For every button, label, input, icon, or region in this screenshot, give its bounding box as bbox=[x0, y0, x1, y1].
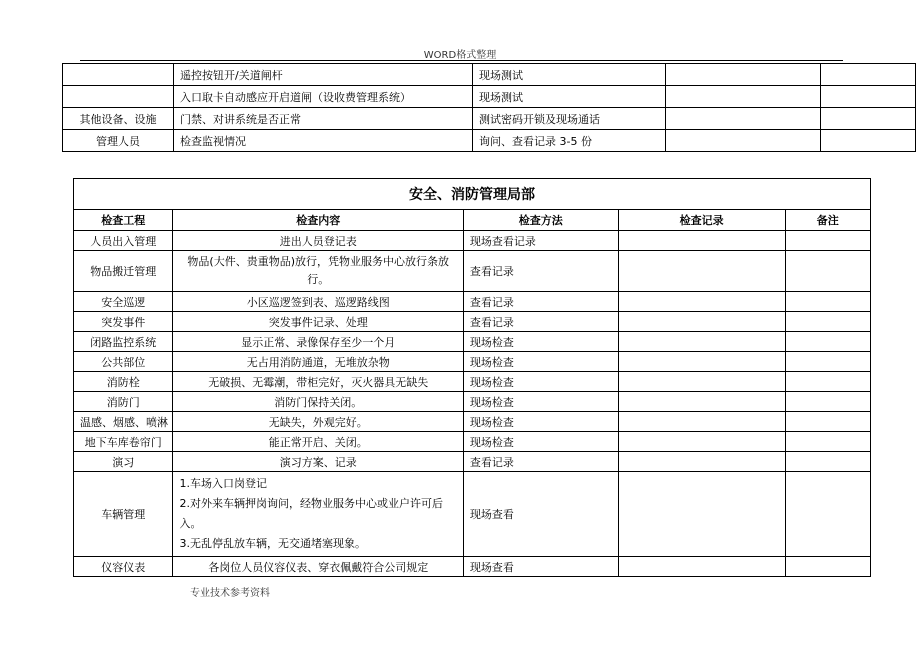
table-row bbox=[74, 392, 871, 412]
table-row bbox=[74, 472, 871, 557]
table-title: 安全、消防管理局部 bbox=[74, 179, 871, 210]
category-cell bbox=[63, 86, 174, 108]
col-header-record: 检查记录 bbox=[618, 210, 785, 231]
project-cell: 消防栓 bbox=[74, 372, 173, 392]
content-cell: 显示正常、录像保存至少一个月 bbox=[173, 332, 463, 352]
project-cell: 车辆管理 bbox=[74, 472, 173, 557]
content-cell: 各岗位人员仪容仪表、穿衣佩戴符合公司规定 bbox=[173, 557, 463, 577]
project-cell: 演习 bbox=[74, 452, 173, 472]
note-cell bbox=[821, 86, 916, 108]
table-row bbox=[63, 86, 916, 108]
method-cell: 现场检查 bbox=[463, 372, 618, 392]
method-cell: 现场检查 bbox=[463, 352, 618, 372]
note-cell bbox=[785, 231, 870, 251]
note-cell bbox=[785, 372, 870, 392]
note-cell bbox=[785, 557, 870, 577]
header-row bbox=[74, 210, 871, 231]
col-header-project: 检查工程 bbox=[74, 210, 173, 231]
note-cell bbox=[785, 292, 870, 312]
content-cell: 进出人员登记表 bbox=[173, 231, 463, 251]
table-row bbox=[74, 432, 871, 452]
content-cell: 无占用消防通道，无堆放杂物 bbox=[173, 352, 463, 372]
project-cell: 闭路监控系统 bbox=[74, 332, 173, 352]
page-footer-text: 专业技术参考资料 bbox=[190, 588, 270, 599]
category-cell: 其他设备、设施 bbox=[63, 108, 174, 130]
record-cell bbox=[618, 372, 785, 392]
table-row bbox=[63, 130, 916, 152]
table-row bbox=[74, 251, 871, 292]
note-cell bbox=[785, 472, 870, 557]
project-cell: 地下车库卷帘门 bbox=[74, 432, 173, 452]
record-cell bbox=[618, 432, 785, 452]
record-cell bbox=[618, 332, 785, 352]
project-cell: 突发事件 bbox=[74, 312, 173, 332]
note-cell bbox=[821, 108, 916, 130]
method-cell: 询问、查看记录 3-5 份 bbox=[473, 130, 666, 152]
record-cell bbox=[618, 452, 785, 472]
table-row bbox=[63, 108, 916, 130]
content-cell: 消防门保持关闭。 bbox=[173, 392, 463, 412]
project-cell: 仪容仪表 bbox=[74, 557, 173, 577]
method-cell: 现场检查 bbox=[463, 392, 618, 412]
record-cell bbox=[618, 412, 785, 432]
table-row bbox=[74, 352, 871, 372]
record-cell bbox=[666, 86, 821, 108]
record-cell bbox=[666, 64, 821, 86]
col-header-content: 检查内容 bbox=[173, 210, 463, 231]
content-cell bbox=[173, 472, 463, 557]
col-header-method: 检查方法 bbox=[463, 210, 618, 231]
method-cell: 现场查看 bbox=[463, 557, 618, 577]
method-cell: 测试密码开锁及现场通话 bbox=[473, 108, 666, 130]
method-cell: 现场检查 bbox=[463, 432, 618, 452]
note-cell bbox=[785, 392, 870, 412]
content-line: 1.车场入口岗登记 bbox=[179, 477, 267, 490]
category-cell: 管理人员 bbox=[63, 130, 174, 152]
content-cell: 无缺失，外观完好。 bbox=[173, 412, 463, 432]
content-cell: 遥控按钮开/关道闸杆 bbox=[174, 64, 473, 86]
table-row bbox=[74, 312, 871, 332]
top-inspection-table bbox=[62, 63, 916, 152]
content-cell: 演习方案、记录 bbox=[173, 452, 463, 472]
note-cell bbox=[785, 452, 870, 472]
record-cell bbox=[618, 392, 785, 412]
category-cell bbox=[63, 64, 174, 86]
project-cell: 物品搬迁管理 bbox=[74, 251, 173, 292]
record-cell bbox=[618, 292, 785, 312]
method-cell: 现场检查 bbox=[463, 332, 618, 352]
content-line: 3.无乱停乱放车辆，无交通堵塞现象。 bbox=[179, 537, 366, 550]
method-cell: 查看记录 bbox=[463, 312, 618, 332]
note-cell bbox=[785, 352, 870, 372]
project-cell: 公共部位 bbox=[74, 352, 173, 372]
table-row bbox=[74, 372, 871, 392]
page-header-text: WORD格式整理 bbox=[423, 50, 497, 61]
record-cell bbox=[618, 472, 785, 557]
table-row bbox=[74, 231, 871, 251]
method-cell: 现场查看 bbox=[463, 472, 618, 557]
method-cell: 查看记录 bbox=[463, 292, 618, 312]
col-header-note: 备注 bbox=[785, 210, 870, 231]
table-row bbox=[74, 452, 871, 472]
project-cell: 温感、烟感、喷淋 bbox=[74, 412, 173, 432]
note-cell bbox=[821, 130, 916, 152]
project-cell: 消防门 bbox=[74, 392, 173, 412]
content-cell: 入口取卡自动感应开启道闸（设收费管理系统） bbox=[174, 86, 473, 108]
content-cell: 能正常开启、关闭。 bbox=[173, 432, 463, 452]
record-cell bbox=[618, 231, 785, 251]
content-cell: 门禁、对讲系统是否正常 bbox=[174, 108, 473, 130]
content-cell: 突发事件记录、处理 bbox=[173, 312, 463, 332]
content-line: 物品(大件、贵重物品)放行，凭物业服务中心放行条放 bbox=[187, 255, 449, 268]
content-line: 2.对外来车辆押岗询问，经物业服务中心或业户许可后入。 bbox=[179, 497, 443, 530]
project-cell: 人员出入管理 bbox=[74, 231, 173, 251]
content-cell: 小区巡逻签到表、巡逻路线图 bbox=[173, 292, 463, 312]
table-row bbox=[63, 64, 916, 86]
record-cell bbox=[666, 130, 821, 152]
note-cell bbox=[785, 251, 870, 292]
method-cell: 现场查看记录 bbox=[463, 231, 618, 251]
table-row bbox=[74, 292, 871, 312]
record-cell bbox=[618, 352, 785, 372]
method-cell: 查看记录 bbox=[463, 251, 618, 292]
note-cell bbox=[785, 432, 870, 452]
record-cell bbox=[666, 108, 821, 130]
method-cell: 查看记录 bbox=[463, 452, 618, 472]
note-cell bbox=[785, 312, 870, 332]
project-cell: 安全巡逻 bbox=[74, 292, 173, 312]
method-cell: 现场检查 bbox=[463, 412, 618, 432]
content-line: 行。 bbox=[307, 273, 330, 286]
method-cell: 现场测试 bbox=[473, 64, 666, 86]
note-cell bbox=[785, 332, 870, 352]
note-cell bbox=[785, 412, 870, 432]
content-cell: 无破损、无霉潮，带柜完好，灭火器具无缺失 bbox=[173, 372, 463, 392]
content-cell bbox=[173, 251, 463, 292]
note-cell bbox=[821, 64, 916, 86]
header-divider bbox=[80, 60, 843, 61]
record-cell bbox=[618, 251, 785, 292]
method-cell: 现场测试 bbox=[473, 86, 666, 108]
content-cell: 检查监视情况 bbox=[174, 130, 473, 152]
table-row bbox=[74, 332, 871, 352]
record-cell bbox=[618, 557, 785, 577]
table-row bbox=[74, 557, 871, 577]
table-row bbox=[74, 412, 871, 432]
safety-fire-inspection-table bbox=[73, 178, 871, 577]
record-cell bbox=[618, 312, 785, 332]
